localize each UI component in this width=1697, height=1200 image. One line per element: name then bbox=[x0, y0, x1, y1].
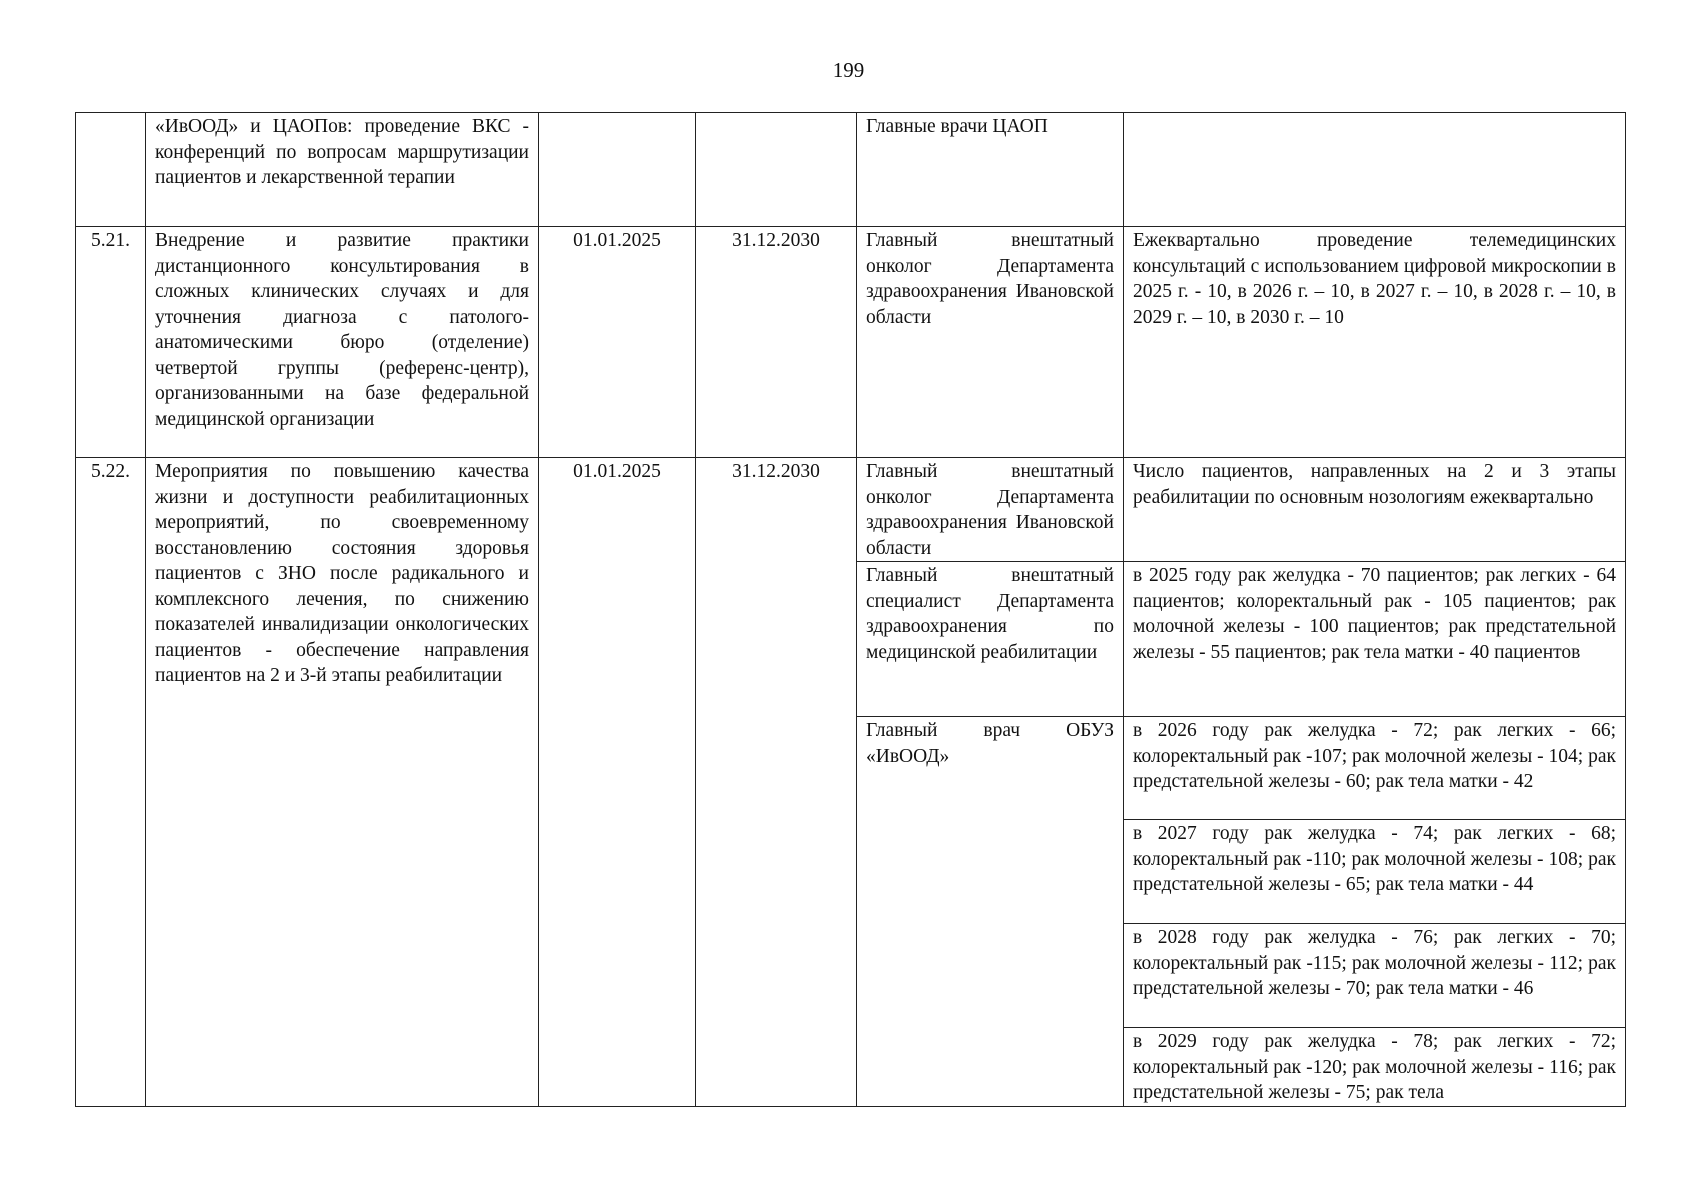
cell-result-2026: в 2026 году рак желудка - 72; рак легких - 66; колоректальный рак -107; рак молочной железы - 104; рак предстательной железы - 60; рак тела матки - 42 bbox=[1124, 717, 1626, 820]
cell-result: Ежеквартально проведение телемедицинских консультаций с использованием цифровой микроскопии в 2025 г. - 10, в 2026 г. – 10, в 2027 г. – 10, в 2028 г. – 10, в 2029 г. – 10, в 2030 г. – 10 bbox=[1124, 227, 1626, 458]
cell-responsible: Главные врачи ЦАОП bbox=[857, 113, 1124, 227]
cell-result-2029: в 2029 году рак желудка - 78; рак легких - 72; колоректальный рак -120; рак молочной железы - 116; рак предстательной железы - 75; рак тела bbox=[1124, 1028, 1626, 1107]
cell-start-date: 01.01.2025 bbox=[539, 458, 696, 1107]
cell-responsible: Главный внештатный онколог Департамента здравоохранения Ивановской области bbox=[857, 227, 1124, 458]
cell-result-2028: в 2028 году рак желудка - 76; рак легких - 70; колоректальный рак -115; рак молочной железы - 112; рак предстательной железы - 70; рак тела матки - 46 bbox=[1124, 924, 1626, 1028]
page-number: 199 bbox=[832, 58, 865, 82]
cell-end-date bbox=[696, 113, 857, 227]
activity-plan-table bbox=[75, 112, 1626, 1107]
table-row-5-21 bbox=[76, 227, 1626, 458]
cell-number: 5.22. bbox=[76, 458, 146, 1107]
cell-number: 5.21. bbox=[76, 227, 146, 458]
cell-end-date: 31.12.2030 bbox=[696, 458, 857, 1107]
cell-activity: «ИвООД» и ЦАОПов: проведение ВКС - конференций по вопросам маршрутизации пациентов и лекарственной терапии bbox=[146, 113, 539, 227]
cell-activity: Мероприятия по повышению качества жизни и доступности реабилитационных мероприятий, по своевременному восстановлению состояния здоровья пациентов с ЗНО после радикального и комплексного лечения, по снижению показателей инвалидизации онкологических пациентов - обеспечение направления пациентов на 2 и 3-й этапы реабилитации bbox=[146, 458, 539, 1107]
cell-result bbox=[1124, 113, 1626, 227]
table-row-continuation bbox=[76, 113, 1626, 227]
cell-number bbox=[76, 113, 146, 227]
cell-responsible-chief-doctor: Главный врач ОБУЗ «ИвООД» bbox=[857, 717, 1124, 1107]
table-row-5-22 bbox=[76, 458, 1626, 562]
cell-result-2025: в 2025 году рак желудка - 70 пациентов; рак легких - 64 пациентов; колоректальный рак - 105 пациентов; рак молочной железы - 100 пациентов; рак предстательной железы - 55 пациентов; рак тела матки - 40 пациентов bbox=[1124, 562, 1626, 717]
cell-responsible-rehab-specialist: Главный внештатный специалист Департамента здравоохранения по медицинской реабилитации bbox=[857, 562, 1124, 717]
cell-start-date bbox=[539, 113, 696, 227]
cell-start-date: 01.01.2025 bbox=[539, 227, 696, 458]
cell-end-date: 31.12.2030 bbox=[696, 227, 857, 458]
cell-result-patients: Число пациентов, направленных на 2 и 3 этапы реабилитации по основным нозологиям ежеквартально bbox=[1124, 458, 1626, 562]
cell-activity: Внедрение и развитие практики дистанционного консультирования в сложных клинических случаях и для уточнения диагноза с патолого-анатомическими бюро (отделение) четвертой группы (референс-центр), организованными на базе федеральной медицинской организации bbox=[146, 227, 539, 458]
cell-responsible-oncologist: Главный внештатный онколог Департамента здравоохранения Ивановской области bbox=[857, 458, 1124, 562]
cell-result-2027: в 2027 году рак желудка - 74; рак легких - 68; колоректальный рак -110; рак молочной железы - 108; рак предстательной железы - 65; рак тела матки - 44 bbox=[1124, 820, 1626, 924]
